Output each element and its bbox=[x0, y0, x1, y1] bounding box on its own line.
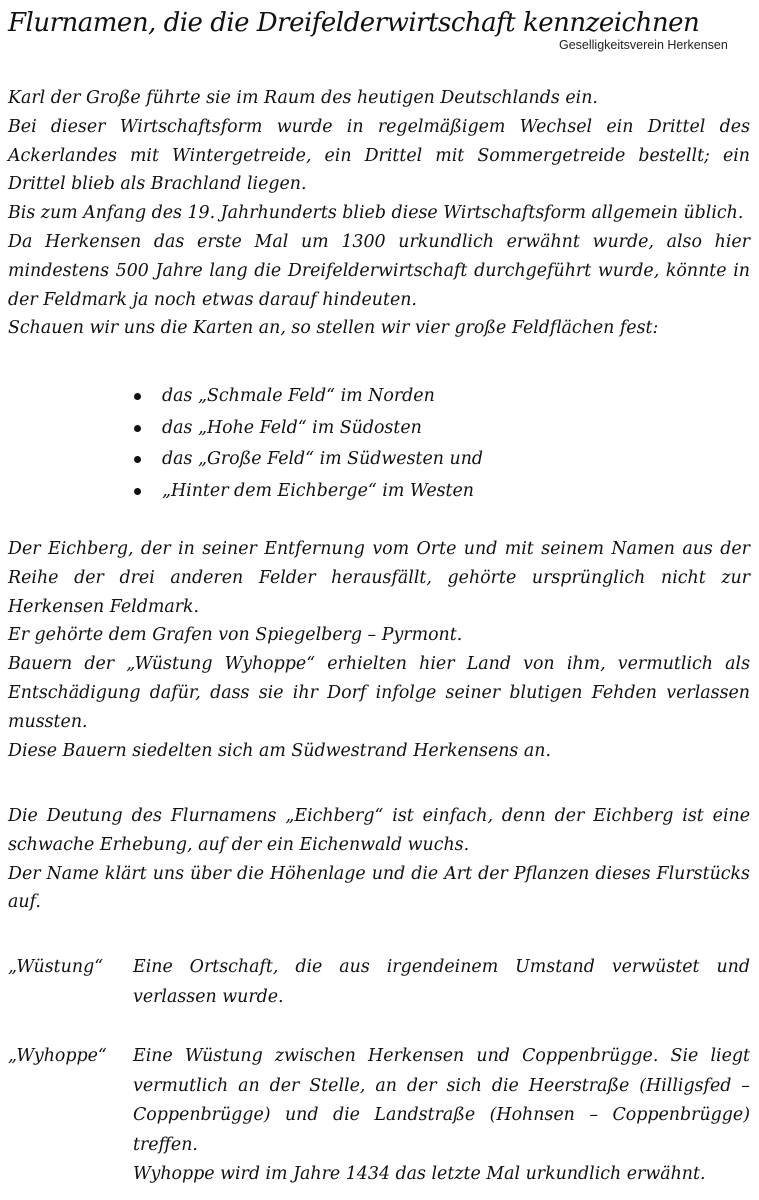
definition-text: Wyhoppe wird im Jahre 1434 das letzte Mal urkundlich erwähnt. bbox=[133, 1164, 706, 1184]
field-list-item: das „Schmale Feld“ im Norden bbox=[132, 381, 692, 413]
intro-section bbox=[8, 84, 750, 343]
eichberg-paragraph: Bauern der „Wüstung Wyhoppe“ erhielten hier Land von ihm, vermutlich als Entschädigung dafür, dass sie ihr Dorf infolge seiner blutigen Fehden verlassen mussten. bbox=[8, 654, 750, 732]
intro-paragraph: Karl der Große führte sie im Raum des heutigen Deutschlands ein. bbox=[8, 88, 598, 108]
field-list-item: das „Große Feld“ im Südwesten und bbox=[132, 444, 692, 476]
definition-wyhoppe bbox=[8, 1042, 750, 1190]
definition-text: Eine Ortschaft, die aus irgendeinem Umstand verwüstet und verlassen wurde. bbox=[133, 957, 750, 1007]
definition-term: „Wyhoppe“ bbox=[8, 1046, 107, 1066]
field-list-item: das „Hohe Feld“ im Südosten bbox=[132, 413, 692, 445]
definition-term: „Wüstung“ bbox=[8, 957, 104, 977]
definition-text: Eine Wüstung zwischen Herkensen und Coppenbrügge. Sie liegt vermutlich an der Stelle, an der sich die Heerstraße (Hilligsfed – Coppenbrügge) und die Landstraße (Hohnsen – Coppenbrügge) treffen. bbox=[133, 1046, 750, 1155]
watermark: Geselligkeitsverein Herkensen bbox=[559, 38, 728, 52]
eichberg-paragraph: Der Eichberg, der in seiner Entfernung vom Orte und mit seinem Namen aus der Reihe der drei anderen Felder herausfällt, gehörte ursprünglich nicht zur Herkensen Feldmark. bbox=[8, 539, 750, 617]
eichberg-section bbox=[8, 535, 750, 765]
deutung-paragraph: Der Name klärt uns über die Höhenlage und die Art der Pflanzen dieses Flurstücks auf. bbox=[8, 863, 750, 913]
deutung-section bbox=[8, 802, 750, 917]
field-list bbox=[132, 381, 692, 508]
page-title: Flurnamen, die die Dreifelderwirtschaft kennzeichnen bbox=[8, 8, 700, 38]
eichberg-paragraph: Er gehörte dem Grafen von Spiegelberg – Pyrmont. bbox=[8, 625, 463, 646]
intro-paragraph: Schauen wir uns die Karten an, so stellen wir vier große Feldflächen fest: bbox=[8, 318, 659, 339]
intro-paragraph: Bei dieser Wirtschaftsform wurde in regelmäßigem Wechsel ein Drittel des Ackerlandes mit Wintergetreide, ein Drittel mit Sommergetreide bestellt; ein Drittel blieb als Brachland liegen. bbox=[8, 116, 750, 195]
deutung-paragraph: Die Deutung des Flurnamens „Eichberg“ ist einfach, denn der Eichberg ist eine schwache Erhebung, auf der ein Eichenwald wuchs. bbox=[8, 806, 750, 855]
intro-paragraph: Bis zum Anfang des 19. Jahrhunderts blieb diese Wirtschaftsform allgemein üblich. bbox=[8, 203, 744, 224]
field-list-item: „Hinter dem Eichberge“ im Westen bbox=[132, 476, 692, 508]
intro-paragraph: Da Herkensen das erste Mal um 1300 urkundlich erwähnt wurde, also hier mindestens 500 Jahre lang die Dreifelderwirtschaft durchgeführt wurde, könnte in der Feldmark ja noch etwas darauf hindeuten. bbox=[8, 231, 750, 310]
definition-wuestung bbox=[8, 953, 750, 1012]
eichberg-paragraph: Diese Bauern siedelten sich am Südwestrand Herkensens an. bbox=[8, 740, 551, 761]
